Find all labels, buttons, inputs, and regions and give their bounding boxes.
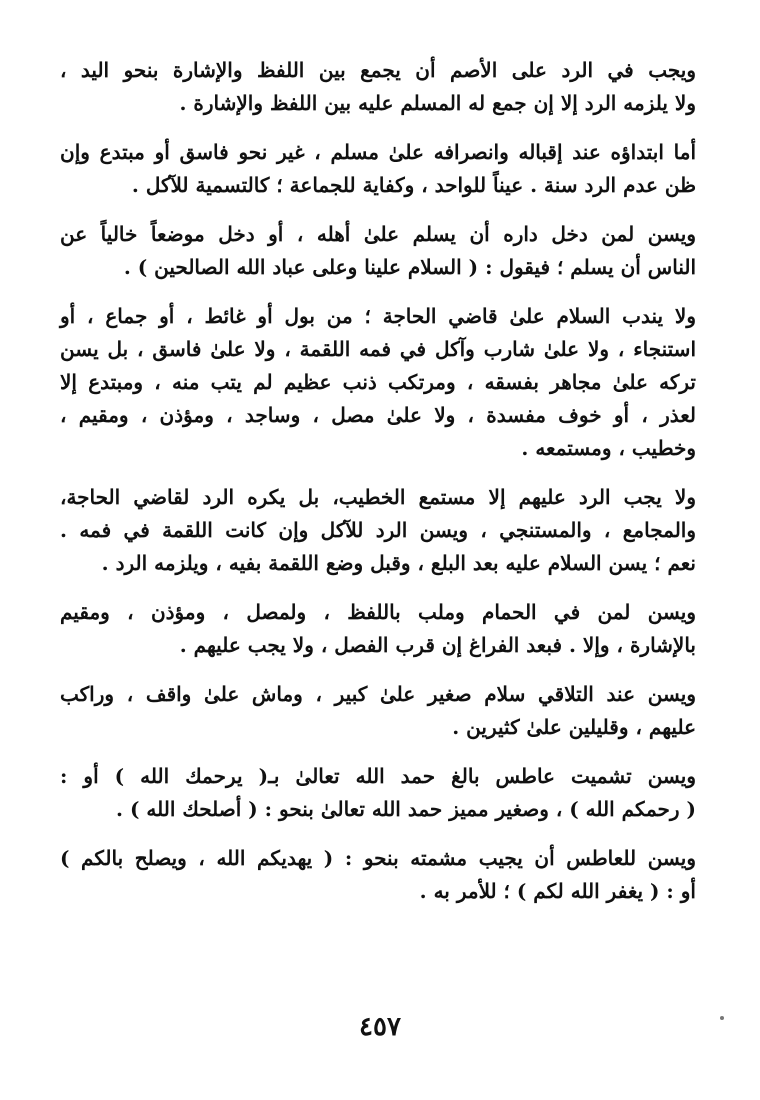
text-line: والمجامع ، والمستنجي ، ويسن الرد للآكل وإن كانت اللقمة في فمه . [60, 518, 696, 542]
text-line: نعم ؛ يسن السلام عليه بعد البلع ، وقبل وضع اللقمة بفيه ، ويلزمه الرد . [101, 551, 696, 575]
paragraph-meeting-etiquette [60, 678, 696, 744]
paragraph-sneezer-reply [60, 842, 696, 908]
text-line: ولا يجب الرد عليهم إلا مستمع الخطيب، بل يكره الرد لقاضي الحاجة، [60, 485, 696, 509]
text-line: أو : ( يغفر الله لكم ) ؛ للأمر به . [419, 879, 696, 903]
paragraph-not-recommended [60, 300, 696, 465]
text-line: تركه علىٰ مجاهر بفسقه ، ومرتكب ذنب عظيم لم يتب منه ، ومبتدع إلا [60, 370, 696, 394]
text-line: ويجب في الرد على الأصم أن يجمع بين اللفظ والإشارة بنحو اليد ، [60, 58, 696, 82]
paragraph-entering-home [60, 218, 696, 284]
page-body [60, 54, 696, 924]
text-line: بالإشارة ، وإلا . فبعد الفراغ إن قرب الفصل ، ولا يجب عليهم . [179, 633, 696, 657]
text-line: ويسن تشميت عاطس بالغ حمد الله تعالىٰ بـ( يرحمك الله ) أو : [60, 764, 696, 788]
text-line: ويسن عند التلاقي سلام صغير علىٰ كبير ، وماش علىٰ واقف ، وراكب [60, 682, 696, 706]
page-number: ٤٥٧ [359, 1012, 401, 1042]
paragraph-initiating-greeting [60, 136, 696, 202]
text-line: أما ابتداؤه عند إقباله وانصرافه علىٰ مسلم ، غير نحو فاسق أو مبتدع وإن [60, 140, 697, 164]
text-line: الناس أن يسلم ؛ فيقول : ( السلام علينا وعلى عباد الله الصالحين ) . [123, 255, 696, 279]
text-line: لعذر ، أو خوف مفسدة ، ولا علىٰ مصل ، وساجد ، ومؤذن ، ومقيم ، [60, 403, 696, 427]
paragraph-bath-reply [60, 596, 696, 662]
text-line: وخطيب ، ومستمعه . [521, 436, 696, 460]
text-line: استنجاء ، ولا علىٰ شارب وآكل في فمه اللقمة ، ولا علىٰ فاسق ، بل يسن [60, 337, 696, 361]
paragraph-sneezing-response [60, 760, 696, 826]
text-line: ويسن للعاطس أن يجيب مشمته بنحو : ( يهديكم الله ، ويصلح بالكم ) [60, 846, 696, 870]
scan-speck [720, 1016, 724, 1020]
text-line: ولا يلزمه الرد إلا إن جمع له المسلم عليه بين اللفظ والإشارة . [179, 91, 696, 115]
text-line: ظن عدم الرد سنة . عيناً للواحد ، وكفاية للجماعة ؛ كالتسمية للآكل . [131, 173, 696, 197]
paragraph-deaf-reply [60, 54, 696, 120]
text-line: عليهم ، وقليلين علىٰ كثيرين . [452, 715, 696, 739]
paragraph-no-reply-required [60, 481, 696, 580]
text-line: ولا يندب السلام علىٰ قاضي الحاجة ؛ من بول أو غائط ، أو جماع ، أو [60, 304, 696, 328]
text-line: ( رحمكم الله ) ، وصغير مميز حمد الله تعالىٰ بنحو : ( أصلحك الله ) . [116, 797, 696, 821]
text-line: ويسن لمن في الحمام وملب باللفظ ، ولمصل ، ومؤذن ، ومقيم [60, 600, 696, 624]
text-line: ويسن لمن دخل داره أن يسلم علىٰ أهله ، أو دخل موضعاً خالياً عن [60, 222, 696, 246]
